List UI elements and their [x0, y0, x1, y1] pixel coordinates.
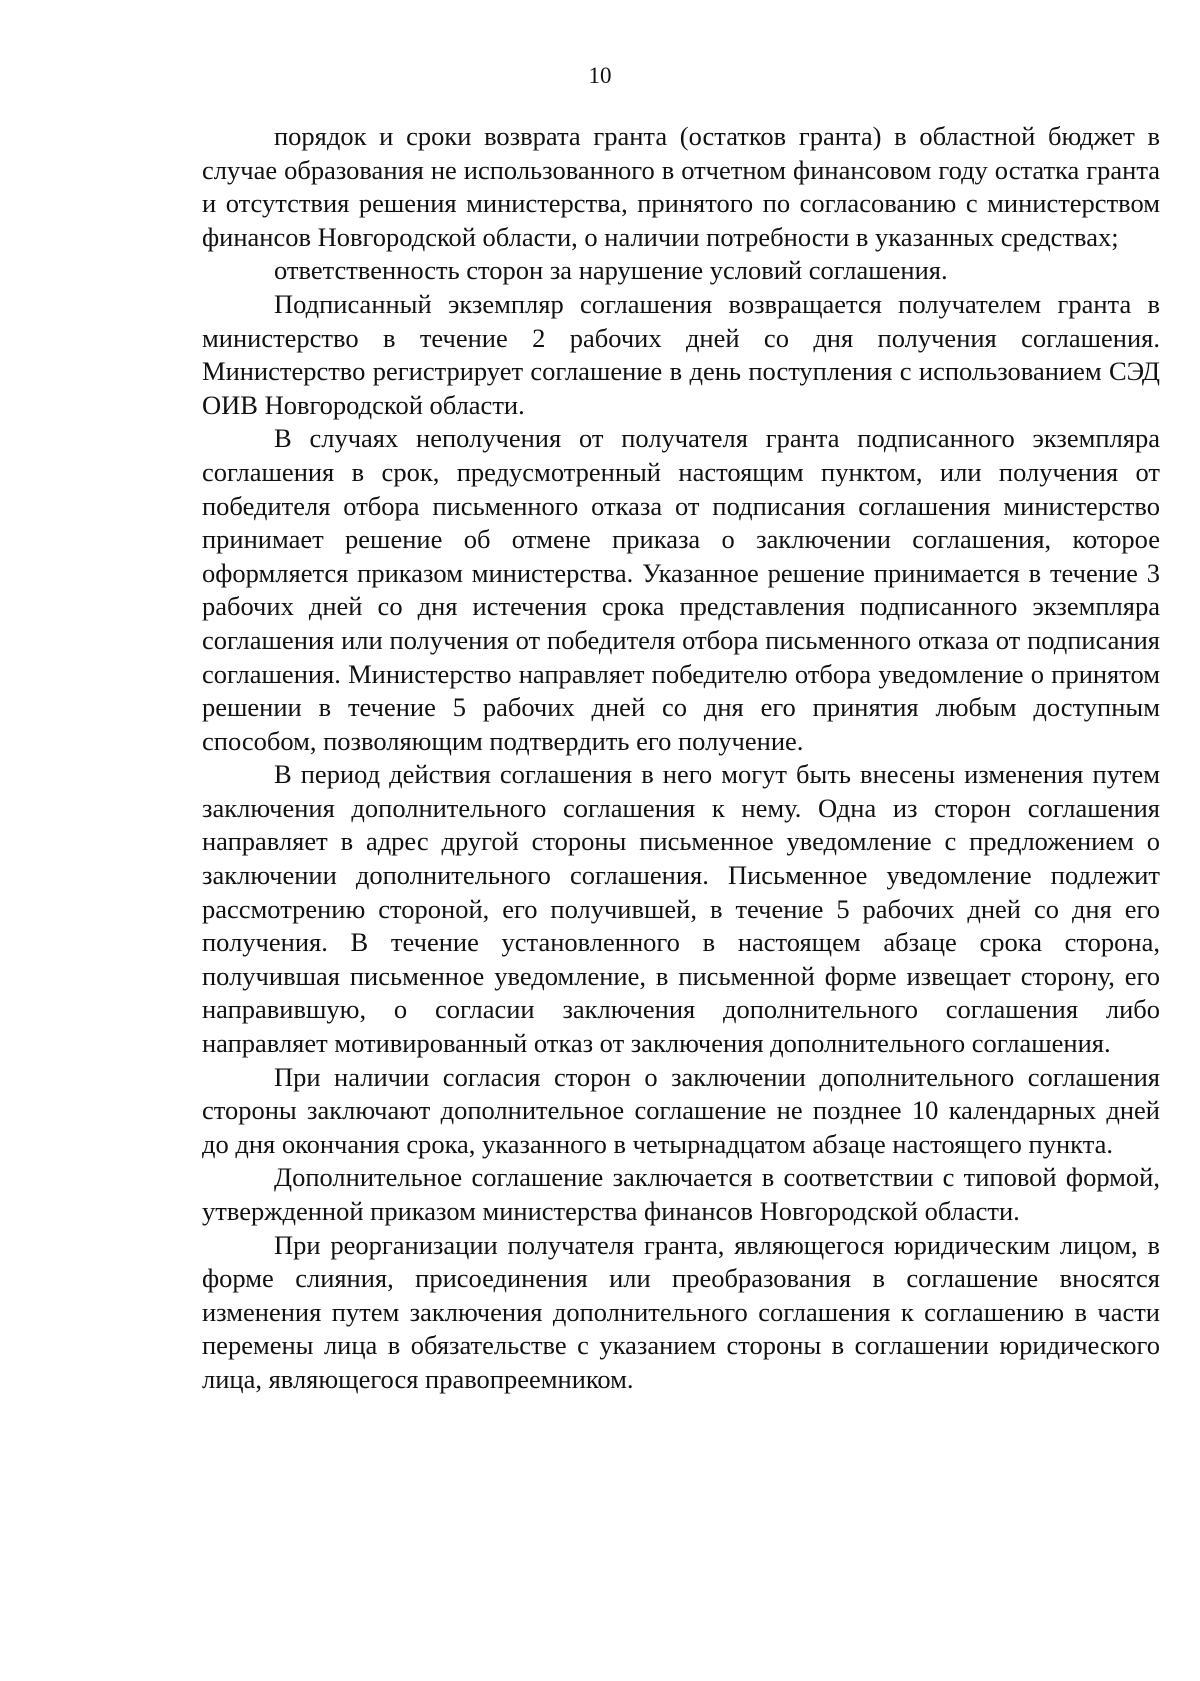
document-body	[202, 120, 1160, 1397]
paragraph-consent-supplementary: При наличии согласия сторон о заключении дополнительного соглашения стороны заключают дополнительное соглашение не позднее 10 календарных дней до дня окончания срока, указанного в четырнадцатом абзаце настоящего пункта.	[202, 1061, 1160, 1159]
paragraph-non-receipt: В случаях неполучения от получателя гранта подписанного экземпляра соглашения в срок, предусмотренный настоящим пунктом, или получения от победителя отбора письменного отказа от подписания соглашения министерство принимает решение об отмене приказа о заключении соглашения, которое оформляется приказом министерства. Указанное решение принимается в течение 3 рабочих дней со дня истечения срока представления подписанного экземпляра соглашения или получения от победителя отбора письменного отказа от подписания соглашения. Министерство направляет победителю отбора уведомление о принятом решении в течение 5 рабочих дней со дня его принятия любым доступным способом, позволяющим подтвердить его получение.	[202, 423, 1160, 756]
page-number: 10	[588, 63, 612, 88]
paragraph-standard-form: Дополнительное соглашение заключается в соответствии с типовой формой, утвержденной приказом министерства финансов Новгородской области.	[202, 1162, 1160, 1226]
paragraph-liability: ответственность сторон за нарушение условий соглашения.	[274, 255, 948, 286]
paragraph-grant-return-procedure: порядок и сроки возврата гранта (остатков гранта) в областной бюджет в случае образования не использованного в отчетном финансовом году остатка гранта и отсутствия решения министерства, принятого по согласованию с министерством финансов Новгородской области, о наличии потребности в указанных средствах;	[202, 121, 1160, 252]
paragraph-amendments: В период действия соглашения в него могут быть внесены изменения путем заключения дополнительного соглашения к нему. Одна из сторон соглашения направляет в адрес другой стороны письменное уведомление с предложением о заключении дополнительного соглашения. Письменное уведомление подлежит рассмотрению стороной, его получившей, в течение 5 рабочих дней со дня его получения. В течение установленного в настоящем абзаце срока сторона, получившая письменное уведомление, в письменной форме извещает сторону, его направившую, о согласии заключения дополнительного соглашения либо направляет мотивированный отказ от заключения дополнительного соглашения.	[202, 759, 1160, 1059]
paragraph-reorganization: При реорганизации получателя гранта, являющегося юридическим лицом, в форме слияния, присоединения или преобразования в соглашение вносятся изменения путем заключения дополнительного соглашения к соглашению в части перемены лица в обязательстве с указанием стороны в соглашении юридического лица, являющегося правопреемником.	[202, 1229, 1160, 1394]
paragraph-signed-copy-return: Подписанный экземпляр соглашения возвращается получателем гранта в министерство в течение 2 рабочих дней со дня получения соглашения. Министерство регистрирует соглашение в день поступления с использованием СЭД ОИВ Новгородской области.	[202, 288, 1160, 420]
